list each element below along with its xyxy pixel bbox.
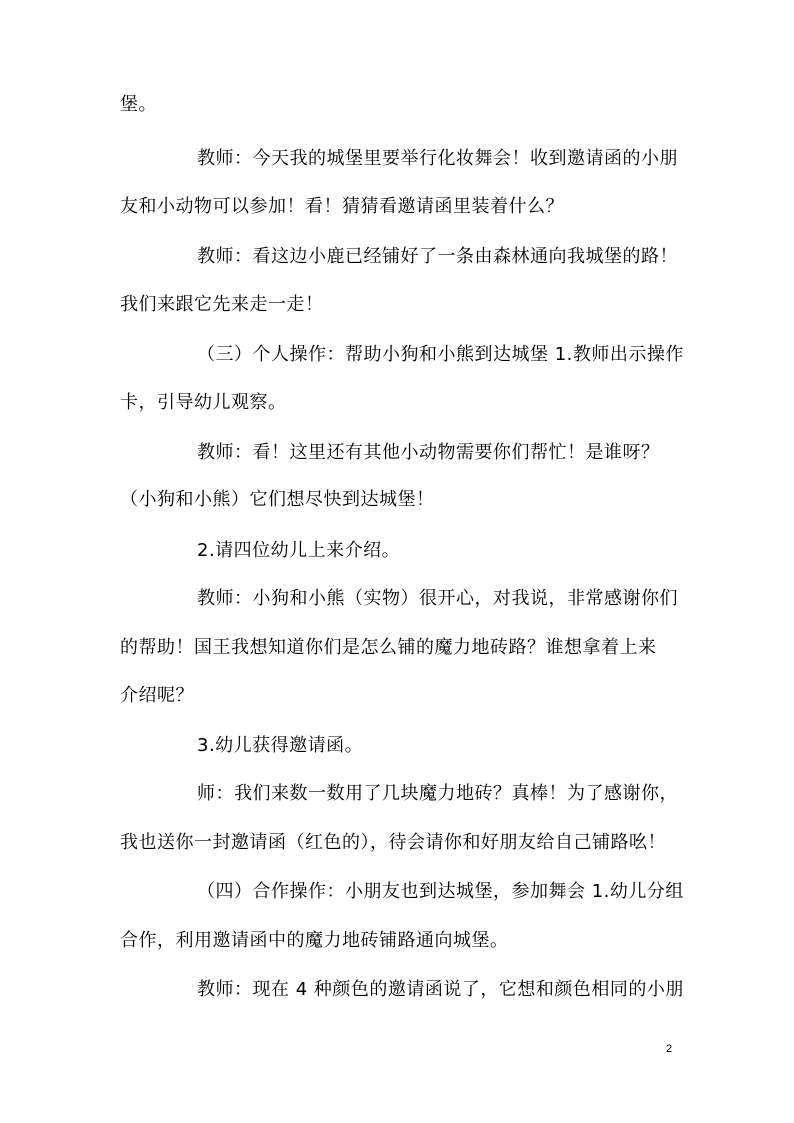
text-line: 合作，利用邀请函中的魔力地砖铺路通向城堡。: [120, 930, 509, 951]
text-line: 介绍呢？: [120, 685, 194, 706]
text-line: 3.幼儿获得邀请函。: [197, 735, 364, 756]
text-line: 友和小动物可以参加！看！猜猜看邀请函里装着什么？: [120, 196, 564, 217]
text-line: 2.请四位幼儿上来介绍。: [197, 540, 401, 561]
text-line: 师：我们来数一数用了几块魔力地砖？真棒！为了感谢你，: [197, 783, 678, 804]
text-line: 我们来跟它先来走一走！: [120, 294, 324, 315]
text-line: 教师：看！这里还有其他小动物需要你们帮忙！是谁呀？: [197, 442, 660, 463]
page-number: 2: [666, 1043, 673, 1055]
text-line: 堡。: [120, 94, 157, 115]
text-line: 的帮助！国王我想知道你们是怎么铺的魔力地砖路？谁想拿着上来: [120, 637, 657, 658]
text-line: 教师：今天我的城堡里要举行化妆舞会！收到邀请函的小朋: [197, 148, 678, 169]
text-line: 教师：现在 4 种颜色的邀请函说了，它想和颜色相同的小朋: [197, 979, 684, 1000]
text-line: （四）合作操作：小朋友也到达城堡，参加舞会 1.幼儿分组: [197, 881, 684, 902]
text-line: 教师：小狗和小熊（实物）很开心，对我说，非常感谢你们: [197, 588, 678, 609]
text-line: 我也送你一封邀请函（红色的），待会请你和好朋友给自己铺路吆！: [120, 832, 666, 853]
text-line: 教师：看这边小鹿已经铺好了一条由森林通向我城堡的路！: [197, 246, 678, 267]
text-line: （三）个人操作：帮助小狗和小熊到达城堡 1.教师出示操作: [197, 344, 684, 365]
text-line: 卡，引导幼儿观察。: [120, 392, 287, 413]
text-line: （小狗和小熊）它们想尽快到达城堡！: [120, 489, 435, 510]
